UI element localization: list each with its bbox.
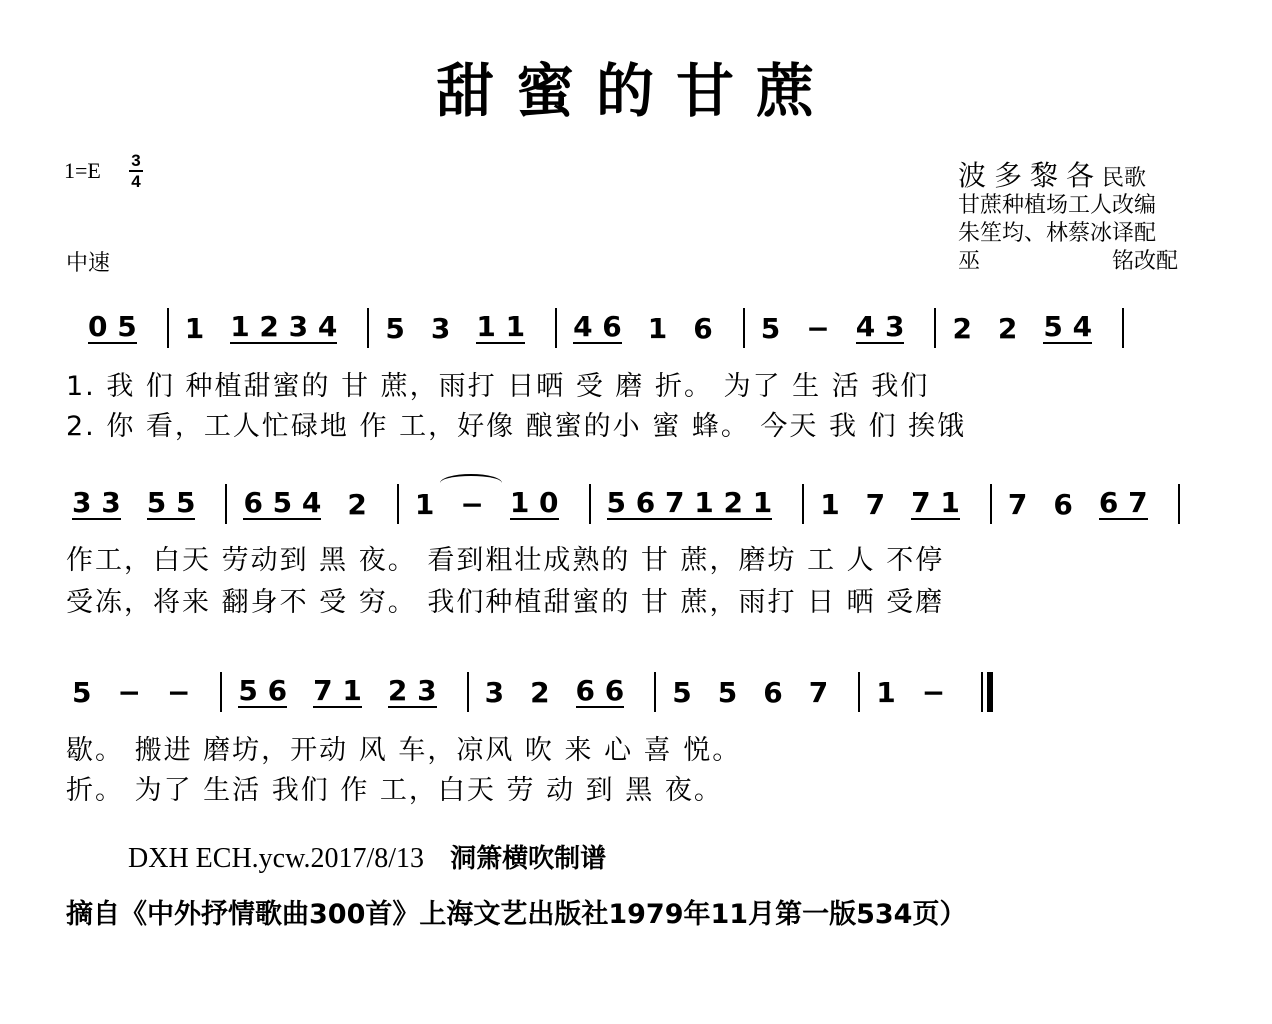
barline [167, 308, 169, 348]
footer-arranger: 洞箫横吹制谱 [450, 844, 607, 874]
credit-origin-main: 波多黎各 [958, 159, 1103, 192]
notation-line-1 [88, 308, 1208, 348]
barline [367, 308, 369, 348]
note-group: − [166, 675, 191, 709]
note-group: 4 3 [855, 310, 905, 343]
barline [220, 672, 222, 712]
note-group: 2 [997, 311, 1018, 345]
barline [934, 308, 936, 348]
barline [1178, 484, 1180, 524]
note-group: − [806, 311, 830, 345]
key-signature: 1=E [64, 158, 101, 183]
note-group: 6 [763, 675, 783, 709]
time-signature [128, 152, 144, 190]
note-group: 1 [876, 675, 896, 709]
note-group: 6 [1053, 487, 1073, 521]
lyric-line-3-verse-1: 歇。 搬进 磨坊，开动 风 车，凉风 吹 来 心 喜 悦。 [66, 735, 742, 766]
lyric-line-2-verse-1: 作工，白天 劳动到 黑 夜。 看到粗壮成熟的 甘 蔗，磨坊 工 人 不停 [66, 545, 945, 576]
credit-revision-b: 铭改配 [1112, 249, 1179, 274]
note-group: 5 [72, 675, 92, 709]
note-group: 5 [385, 311, 405, 345]
note-group: 1 1 [476, 310, 526, 343]
barline [654, 672, 656, 712]
note-group: 5 [672, 675, 692, 709]
note-group: 1 [647, 311, 668, 345]
note-group: 5 [717, 675, 738, 709]
barline [589, 484, 591, 524]
note-group: 5 [760, 311, 781, 345]
note-group: 1 [414, 487, 435, 521]
note-group: 7 [865, 487, 886, 521]
note-group: 2 [347, 487, 367, 521]
barline [467, 672, 469, 712]
meter-bottom: 4 [131, 171, 141, 191]
note-group: 1 0 [509, 486, 559, 519]
barline [802, 484, 804, 524]
note-group: − [460, 487, 484, 521]
note-group: 7 1 [313, 674, 362, 707]
note-group: 3 3 [72, 486, 121, 519]
barline [990, 484, 992, 524]
credit-adaptation: 甘蔗种植场工人改编 [958, 193, 1157, 218]
song-title: 甜蜜的甘蔗 [435, 57, 836, 125]
note-group: 5 6 [238, 674, 288, 707]
note-group: 2 [530, 675, 550, 709]
note-group: 7 [1007, 487, 1028, 521]
final-barline-thick [987, 672, 993, 712]
note-group: 7 1 [911, 486, 960, 519]
barline [743, 308, 745, 348]
note-group: 6 6 [575, 674, 625, 707]
lyric-line-1-verse-1: 1. 我 们 种植甜蜜的 甘 蔗，雨打 日晒 受 磨 折。 为了 生 活 我们 [66, 371, 930, 402]
lyric-line-1-verse-2: 2. 你 看，工人忙碌地 作 工，好像 酿蜜的小 蜜 蜂。 今天 我 们 挨饿 [66, 411, 967, 442]
barline [1122, 308, 1124, 348]
note-group: 4 6 [573, 310, 622, 343]
lyric-line-2-verse-2: 受冻，将来 翻身不 受 穷。 我们种植甜蜜的 甘 蔗，雨打 日 晒 受磨 [66, 587, 945, 618]
footer-id: DXH ECH.ycw.2017/8/13 [128, 843, 425, 874]
note-group: − [117, 675, 141, 709]
final-barline-thin [981, 672, 983, 712]
credit-origin-tag: 民歌 [1102, 166, 1147, 191]
tempo-marking: 中速 [66, 251, 111, 276]
note-group: 3 [430, 311, 451, 345]
note-group: 0 5 [88, 310, 137, 343]
note-group: 3 [484, 675, 505, 709]
lyric-line-3-verse-2: 折。 为了 生活 我们 作 工，白天 劳 动 到 黑 夜。 [66, 775, 723, 806]
note-group: 1 [184, 311, 205, 345]
barline [858, 672, 860, 712]
notation-line-2 [72, 484, 1202, 524]
note-group: 5 6 7 1 2 1 [606, 486, 773, 519]
note-group: 2 3 [387, 674, 437, 707]
note-group: 6 [693, 311, 713, 345]
note-group: 6 5 4 [243, 486, 322, 519]
barline [225, 484, 227, 524]
barline [397, 484, 399, 524]
notation-line-3 [72, 672, 1212, 712]
barline [555, 308, 557, 348]
note-group: 5 5 [146, 486, 196, 519]
meter-top: 3 [131, 151, 141, 170]
note-group: 1 2 3 4 [230, 310, 338, 343]
note-group: 6 7 [1098, 486, 1148, 519]
credit-translation: 朱笙均、林蔡冰译配 [958, 221, 1157, 246]
note-group: 2 [952, 311, 972, 345]
credit-revision-a: 巫 [958, 249, 981, 274]
note-group: 5 4 [1043, 310, 1093, 343]
note-group: 7 [808, 675, 829, 709]
note-group: − [921, 675, 946, 709]
credit-revision [958, 244, 1178, 275]
footer-source: 摘自《中外抒情歌曲300首》上海文艺出版社1979年11月第一版534页） [66, 899, 967, 930]
note-group: 1 [820, 487, 840, 521]
footer-notation-credit [128, 838, 606, 875]
